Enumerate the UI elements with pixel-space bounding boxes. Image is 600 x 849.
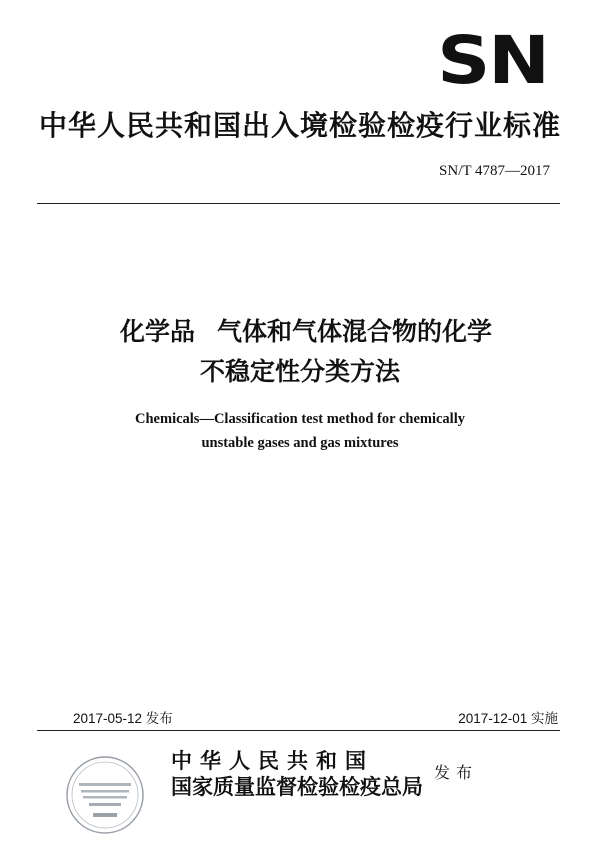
issuer-action: 发布	[434, 763, 479, 782]
implementation-date: 2017-12-01 实施	[458, 711, 558, 726]
document-title-zh	[0, 312, 600, 392]
issuer-country: 中华人民共和国	[171, 748, 374, 773]
sn-logo: SN	[437, 22, 548, 99]
title-zh-part-1: 化学品	[119, 317, 195, 346]
standard-code: SN/T 4787—2017	[439, 163, 550, 179]
standard-organization-title: 中华人民共和国出入境检验检疫行业标准	[38, 109, 561, 142]
publisher-seal-icon	[63, 753, 147, 837]
title-en-line-2: unstable gases and gas mixtures	[201, 435, 399, 451]
title-zh-line-1	[12, 312, 600, 352]
document-title-en	[0, 407, 600, 455]
title-zh-part-2: 气体和气体混合物的化学	[217, 317, 493, 346]
issue-date: 2017-05-12 发布	[73, 711, 173, 726]
issuer-agency: 国家质量监督检验检疫总局	[171, 774, 423, 799]
title-zh-line-2: 不稳定性分类方法	[199, 357, 400, 386]
title-en-line-1: Chemicals—Classification test method for chemically	[135, 411, 465, 427]
top-divider	[37, 203, 560, 204]
bottom-divider	[37, 730, 560, 731]
